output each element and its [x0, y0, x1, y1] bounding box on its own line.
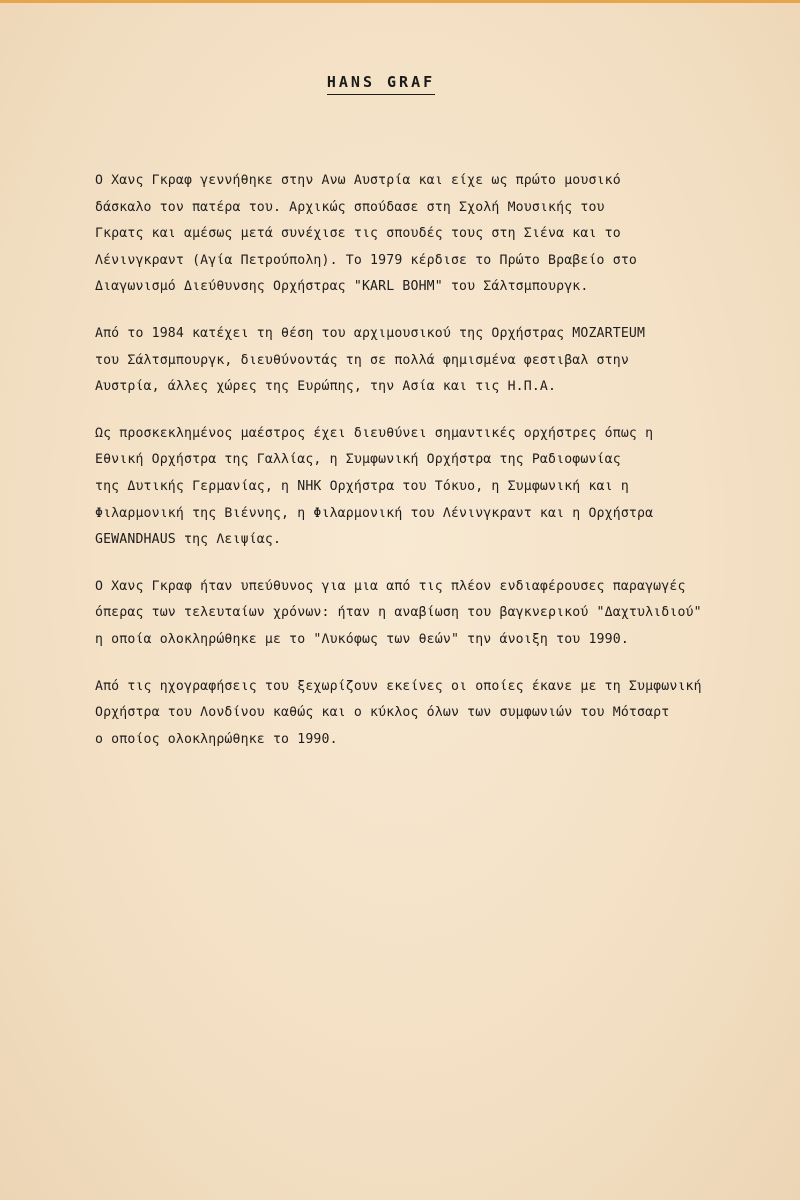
text-line: Λένινγκραντ (Αγία Πετρούπολη). Το 1979 κέρδισε το Πρώτο Βραβείο στο [95, 252, 637, 268]
document-body [95, 168, 755, 773]
paragraph-3 [95, 421, 755, 554]
paragraph-1 [95, 168, 755, 301]
text-line: Εθνική Ορχήστρα της Γαλλίας, η Συμφωνική Ορχήστρα της Ραδιοφωνίας [95, 452, 621, 468]
text-line: Γκρατς και αμέσως μετά συνέχισε τις σπουδές τους στη Σιένα και το [95, 226, 621, 242]
text-line: Ορχήστρα του Λονδίνου καθώς και ο κύκλος όλων των συμφωνιών του Μότσαρτ [95, 705, 670, 721]
text-line: Ο Χανς Γκραφ γεννήθηκε στην Ανω Αυστρία και είχε ως πρώτο μουσικό [95, 173, 621, 188]
text-line: Αυστρία, άλλες χώρες της Ευρώπης, την Ασία και τις Η.Π.Α. [95, 379, 557, 395]
title-text: HANS GRAF [327, 73, 435, 95]
page-title [0, 73, 762, 91]
text-line: του Σάλτσμπουργκ, διευθύνοντάς τη σε πολλά φημισμένα φεστιβαλ στην [95, 352, 629, 368]
text-line: GEWANDHAUS της Λειψίας. [95, 532, 282, 548]
text-line: Από το 1984 κατέχει τη θέση του αρχιμουσικού της Ορχήστρας MOZARTEUM [95, 325, 646, 341]
paragraph-2 [95, 321, 755, 401]
text-line: Ο Χανς Γκραφ ήταν υπεύθυνος για μια από τις πλέον ενδιαφέρουσες παραγωγές [95, 578, 686, 594]
paragraph-4 [95, 574, 755, 654]
text-line: Από τις ηχογραφήσεις του ξεχωρίζουν εκείνες οι οποίες έκανε με τη Συμφωνική [95, 678, 702, 694]
text-line: δάσκαλο τον πατέρα του. Αρχικώς σπούδασε στη Σχολή Μουσικής του [95, 199, 605, 215]
text-line: η οποία ολοκληρώθηκε με το "Λυκόφως των θεών" την άνοιξη του 1990. [95, 631, 629, 647]
text-line: της Δυτικής Γερμανίας, η NHK Ορχήστρα του Τόκυο, η Συμφωνική και η [95, 478, 629, 494]
text-line: ο οποίος ολοκληρώθηκε το 1990. [95, 731, 338, 747]
text-line: Φιλαρμονική της Βιέννης, η Φιλαρμονική του Λένινγκραντ και η Ορχήστρα [95, 505, 654, 521]
paragraph-5 [95, 674, 755, 754]
paper-top-edge [0, 0, 800, 3]
text-line: όπερας των τελευταίων χρόνων: ήταν η αναβίωση του βαγκνερικού "Δαχτυλιδιού" [95, 605, 702, 621]
text-line: Ως προσκεκλημένος μαέστρος έχει διευθύνει σημαντικές ορχήστρες όπως η [95, 425, 654, 441]
text-line: Διαγωνισμό Διεύθυνσης Ορχήστρας "KARL BOHM" του Σάλτσμπουργκ. [95, 279, 589, 295]
